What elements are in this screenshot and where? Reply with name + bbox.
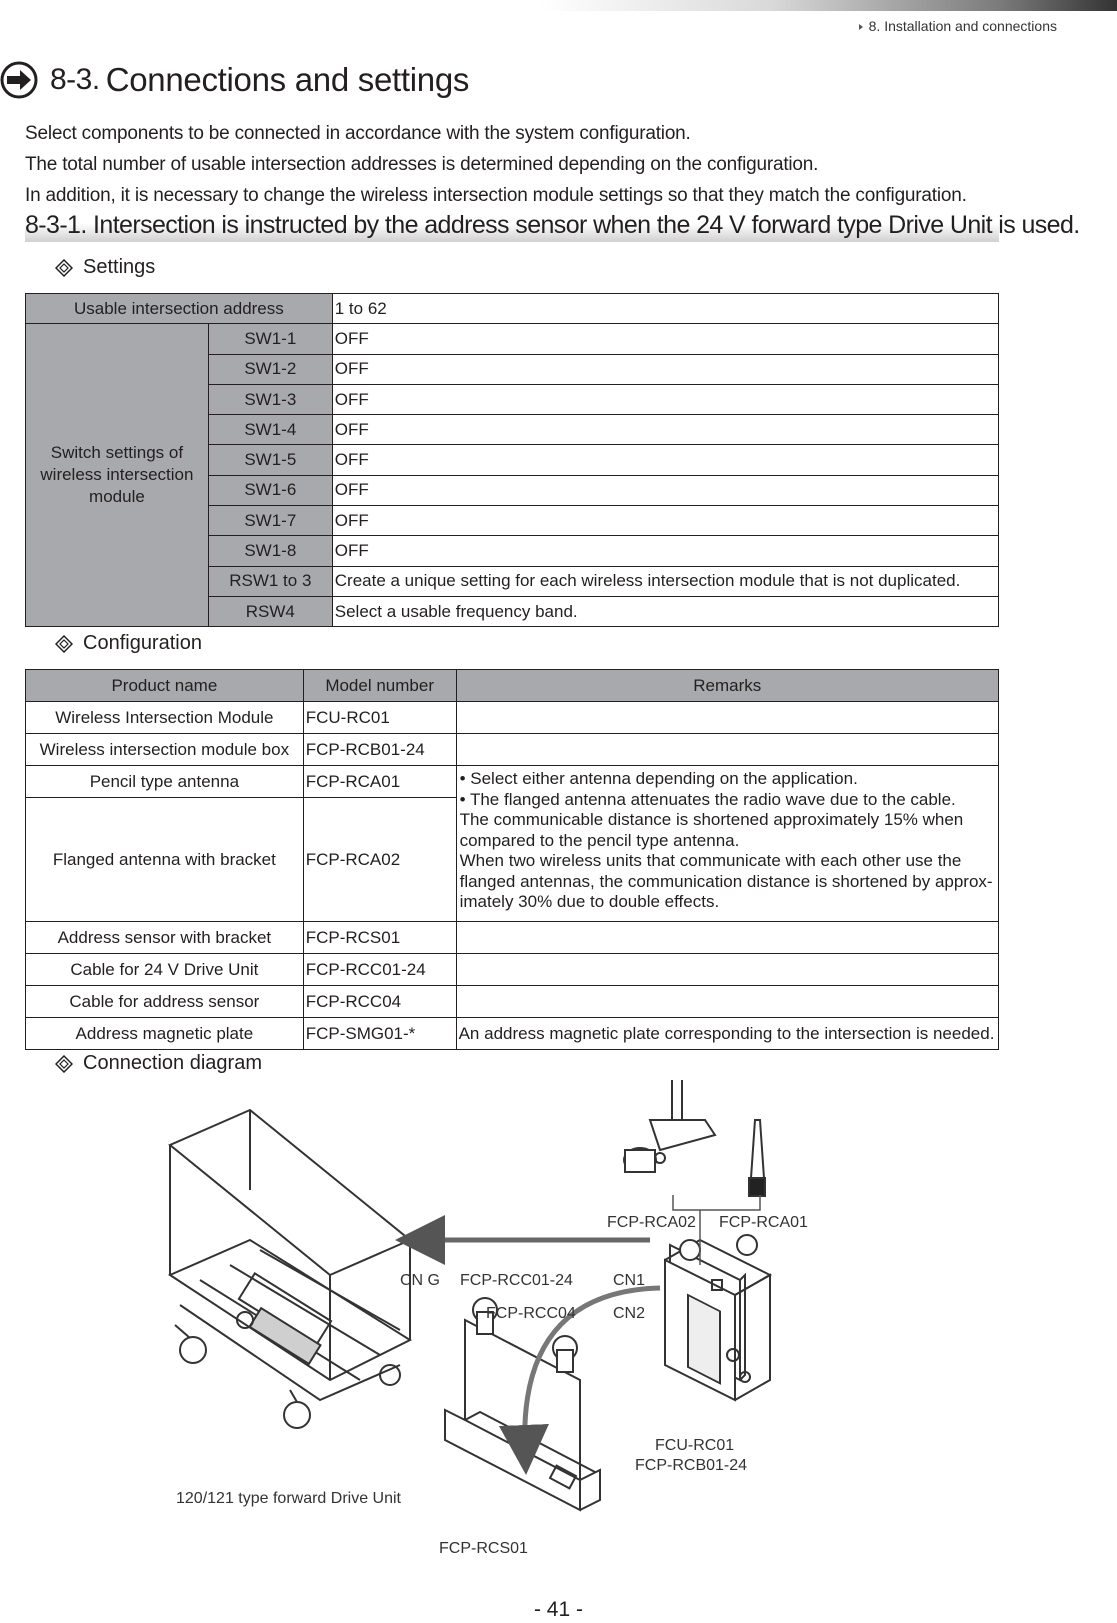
switch-name: SW1-1 bbox=[208, 324, 332, 354]
flanged-antenna-drawing bbox=[624, 1080, 715, 1172]
intro-line: Select components to be connected in accordance with the system configuration. bbox=[25, 123, 691, 144]
switch-name: RSW1 to 3 bbox=[208, 566, 332, 596]
remark-line: • Select either antenna depending on the application. bbox=[459, 769, 858, 788]
settings-table bbox=[25, 293, 999, 627]
label-rca01: FCP-RCA01 bbox=[719, 1214, 808, 1231]
switch-value: Select a usable frequency band. bbox=[332, 596, 998, 626]
usable-address-label: Usable intersection address bbox=[26, 294, 333, 324]
product-name: Cable for 24 V Drive Unit bbox=[26, 954, 304, 986]
column-header: Model number bbox=[303, 670, 456, 702]
table-header-row bbox=[26, 670, 999, 702]
product-name: Cable for address sensor bbox=[26, 986, 304, 1018]
table-row bbox=[26, 702, 999, 734]
subsection-heading: 8-3-1. Intersection is instructed by the address sensor when the 24 V forward type Drive Unit is used. bbox=[25, 208, 999, 242]
switch-name: SW1-8 bbox=[208, 536, 332, 566]
model-number: FCP-RCA01 bbox=[303, 766, 456, 798]
table-row bbox=[26, 734, 999, 766]
switch-name: SW1-4 bbox=[208, 415, 332, 445]
switch-value: OFF bbox=[332, 475, 998, 505]
address-sensor-drawing bbox=[445, 1298, 600, 1510]
label-rcb01-24: FCP-RCB01-24 bbox=[635, 1457, 748, 1474]
section-title bbox=[0, 58, 469, 102]
breadcrumb bbox=[859, 18, 1057, 34]
label-rca02: FCP-RCA02 bbox=[607, 1214, 696, 1231]
diamond-icon bbox=[55, 635, 73, 653]
table-row bbox=[26, 986, 999, 1018]
product-name: Address sensor with bracket bbox=[26, 922, 304, 954]
switch-value: OFF bbox=[332, 384, 998, 414]
intro-text bbox=[25, 118, 967, 211]
label-rcc01-24: FCP-RCC01-24 bbox=[460, 1272, 573, 1289]
column-header: Product name bbox=[26, 670, 304, 702]
remark-line: The communicable distance is shortened approximately 15% when bbox=[459, 810, 964, 829]
switch-value: OFF bbox=[332, 536, 998, 566]
switch-name: SW1-3 bbox=[208, 384, 332, 414]
remark-line: compared to the pencil type antenna. bbox=[459, 830, 740, 850]
pencil-antenna-drawing bbox=[749, 1120, 765, 1196]
diamond-icon bbox=[55, 259, 73, 277]
switch-name: SW1-6 bbox=[208, 475, 332, 505]
configuration-heading bbox=[55, 632, 202, 655]
arrow-circle-icon bbox=[0, 61, 38, 99]
header-gradient-bar bbox=[540, 0, 1117, 11]
switch-settings-label: Switch settings of wireless intersection module bbox=[26, 324, 209, 627]
table-row bbox=[26, 954, 999, 986]
settings-label: Settings bbox=[83, 256, 156, 278]
remark bbox=[456, 734, 998, 766]
model-number: FCP-RCC04 bbox=[303, 986, 456, 1018]
switch-name: RSW4 bbox=[208, 596, 332, 626]
product-name: Wireless intersection module box bbox=[26, 734, 304, 766]
remark-line: When two wireless units that communicate with each other use the bbox=[459, 851, 962, 870]
wireless-module-drawing bbox=[665, 1235, 770, 1400]
page-title: Connections and settings bbox=[105, 61, 470, 98]
remark bbox=[456, 922, 998, 954]
switch-value: OFF bbox=[332, 506, 998, 536]
label-rcc04: FCP-RCC04 bbox=[486, 1305, 576, 1322]
table-row bbox=[26, 324, 999, 354]
diagram-label: Connection diagram bbox=[83, 1052, 262, 1074]
label-rcs01: FCP-RCS01 bbox=[439, 1540, 528, 1557]
section-number: 8-3. bbox=[50, 63, 100, 96]
label-fcu-rc01: FCU-RC01 bbox=[655, 1437, 735, 1454]
switch-value: OFF bbox=[332, 324, 998, 354]
intro-line: In addition, it is necessary to change the wireless intersection module settings so that they match the configuration. bbox=[25, 185, 967, 206]
remark-line: imately 30% due to double effects. bbox=[459, 892, 720, 911]
model-number: FCU-RC01 bbox=[303, 702, 456, 734]
model-number: FCP-RCA02 bbox=[303, 798, 456, 922]
model-number: FCP-SMG01-* bbox=[303, 1018, 456, 1050]
antenna-remark bbox=[456, 766, 998, 922]
table-row bbox=[26, 766, 999, 798]
model-number: FCP-RCS01 bbox=[303, 922, 456, 954]
drive-unit-drawing bbox=[170, 1110, 410, 1428]
remark-line: flanged antennas, the communication distance is shortened by approx- bbox=[459, 871, 993, 891]
label-drive-unit: 120/121 type forward Drive Unit bbox=[176, 1490, 401, 1507]
label-cn2: CN2 bbox=[613, 1305, 646, 1322]
column-header: Remarks bbox=[456, 670, 998, 702]
switch-value: Create a unique setting for each wireless intersection module that is not duplicated. bbox=[332, 566, 998, 596]
diagram-drawing bbox=[0, 1080, 1117, 1580]
triangle-icon bbox=[859, 24, 863, 30]
label-cn1: CN1 bbox=[613, 1272, 646, 1289]
model-number: FCP-RCC01-24 bbox=[303, 954, 456, 986]
breadcrumb-text: 8. Installation and connections bbox=[868, 18, 1057, 34]
diamond-icon bbox=[55, 1055, 73, 1073]
remark bbox=[456, 702, 998, 734]
switch-value: OFF bbox=[332, 354, 998, 384]
product-name: Wireless Intersection Module bbox=[26, 702, 304, 734]
configuration-table bbox=[25, 669, 999, 1050]
switch-value: OFF bbox=[332, 445, 998, 475]
page-number: - 41 - bbox=[533, 1598, 583, 1621]
remark: An address magnetic plate corresponding to the intersection is needed. bbox=[456, 1018, 998, 1050]
remark bbox=[456, 986, 998, 1018]
remark-line: • The flanged antenna attenuates the radio wave due to the cable. bbox=[459, 789, 956, 809]
remark bbox=[456, 954, 998, 986]
table-row bbox=[26, 922, 999, 954]
switch-name: SW1-7 bbox=[208, 506, 332, 536]
label-cn-g: CN G bbox=[400, 1272, 440, 1289]
diagram-heading bbox=[55, 1052, 262, 1075]
model-number: FCP-RCB01-24 bbox=[303, 734, 456, 766]
switch-value: OFF bbox=[332, 415, 998, 445]
configuration-label: Configuration bbox=[83, 632, 202, 654]
usable-address-value: 1 to 62 bbox=[332, 294, 998, 324]
connection-diagram bbox=[0, 1080, 1117, 1580]
table-row bbox=[26, 294, 999, 324]
switch-name: SW1-2 bbox=[208, 354, 332, 384]
intro-line: The total number of usable intersection addresses is determined depending on the configuration. bbox=[25, 154, 819, 175]
table-row bbox=[26, 1018, 999, 1050]
switch-name: SW1-5 bbox=[208, 445, 332, 475]
product-name: Flanged antenna with bracket bbox=[26, 798, 304, 922]
product-name: Address magnetic plate bbox=[26, 1018, 304, 1050]
settings-heading bbox=[55, 256, 155, 279]
product-name: Pencil type antenna bbox=[26, 766, 304, 798]
